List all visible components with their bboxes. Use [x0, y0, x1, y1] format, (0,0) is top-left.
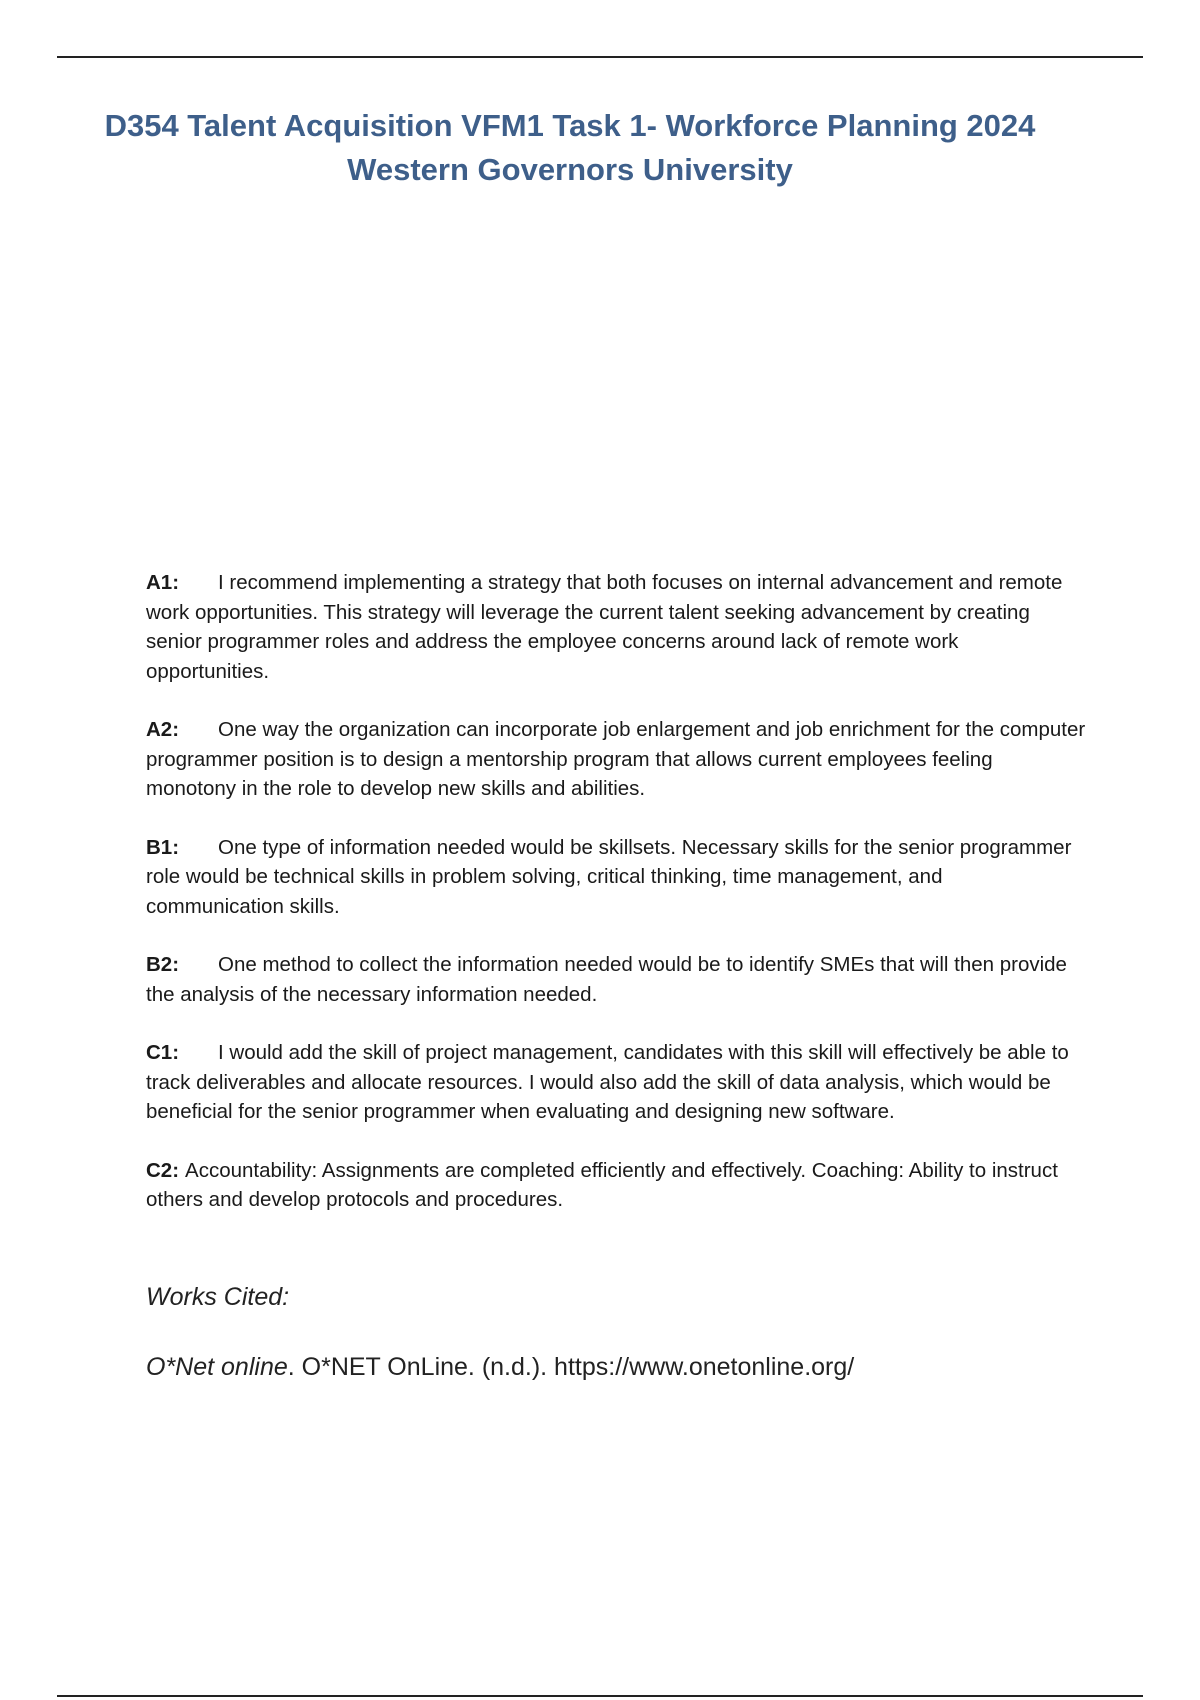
citation-source-title: O*Net online [146, 1353, 288, 1381]
works-cited-heading: Works Cited: [146, 1283, 290, 1311]
citation-details: . O*NET OnLine. (n.d.). https://www.onetonline.org/ [287, 1353, 855, 1381]
section-text: I recommend implementing a strategy that both focuses on internal advancement and remote work opportunities. This strategy will leverage the current talent seeking advancement by creating senior programmer roles and address the employee concerns around lack of remote work opportunities. [146, 571, 1063, 683]
section-text: One way the organization can incorporate job enlargement and job enrichment for the computer programmer position is to design a mentorship program that allows current employees feeling monotony in the role to develop new skills and abilities. [146, 718, 1086, 800]
section-b2 [146, 950, 1086, 1009]
document-body [146, 568, 1086, 1244]
section-text: One type of information needed would be skillsets. Necessary skills for the senior programmer role would be technical skills in problem solving, critical thinking, time management, and communication skills. [146, 835, 1072, 918]
section-label: C2: [146, 1158, 180, 1182]
title-line-1: D354 Talent Acquisition VFM1 Task 1- Workforce Planning 2024 [104, 108, 1036, 143]
works-cited-entry [146, 1350, 854, 1384]
section-b1 [146, 833, 1086, 922]
section-a2 [146, 715, 1086, 804]
section-c1 [146, 1038, 1086, 1127]
top-rule [57, 56, 1143, 58]
section-text: One method to collect the information needed would be to identify SMEs that will then provide the analysis of the necessary information needed. [146, 953, 1067, 1006]
section-text: I would add the skill of project management, candidates with this skill will effectively be able to track deliverables and allocate resources. I would also add the skill of data analysis, which would be beneficial for the senior programmer when evaluating and designing new software. [146, 1041, 1069, 1123]
section-text: Accountability: Assignments are completed efficiently and effectively. Coaching: Ability to instruct others and develop protocols and procedures. [146, 1158, 1058, 1211]
section-label: B1: [146, 835, 180, 859]
document-title [60, 104, 1080, 192]
section-a1 [146, 568, 1086, 686]
section-label: A1: [146, 571, 180, 594]
section-label: C1: [146, 1041, 180, 1064]
section-label: A2: [146, 718, 180, 741]
section-label: B2: [146, 953, 180, 976]
title-line-2: Western Governors University [347, 152, 793, 187]
section-c2 [146, 1156, 1086, 1215]
bottom-rule [57, 1695, 1143, 1697]
